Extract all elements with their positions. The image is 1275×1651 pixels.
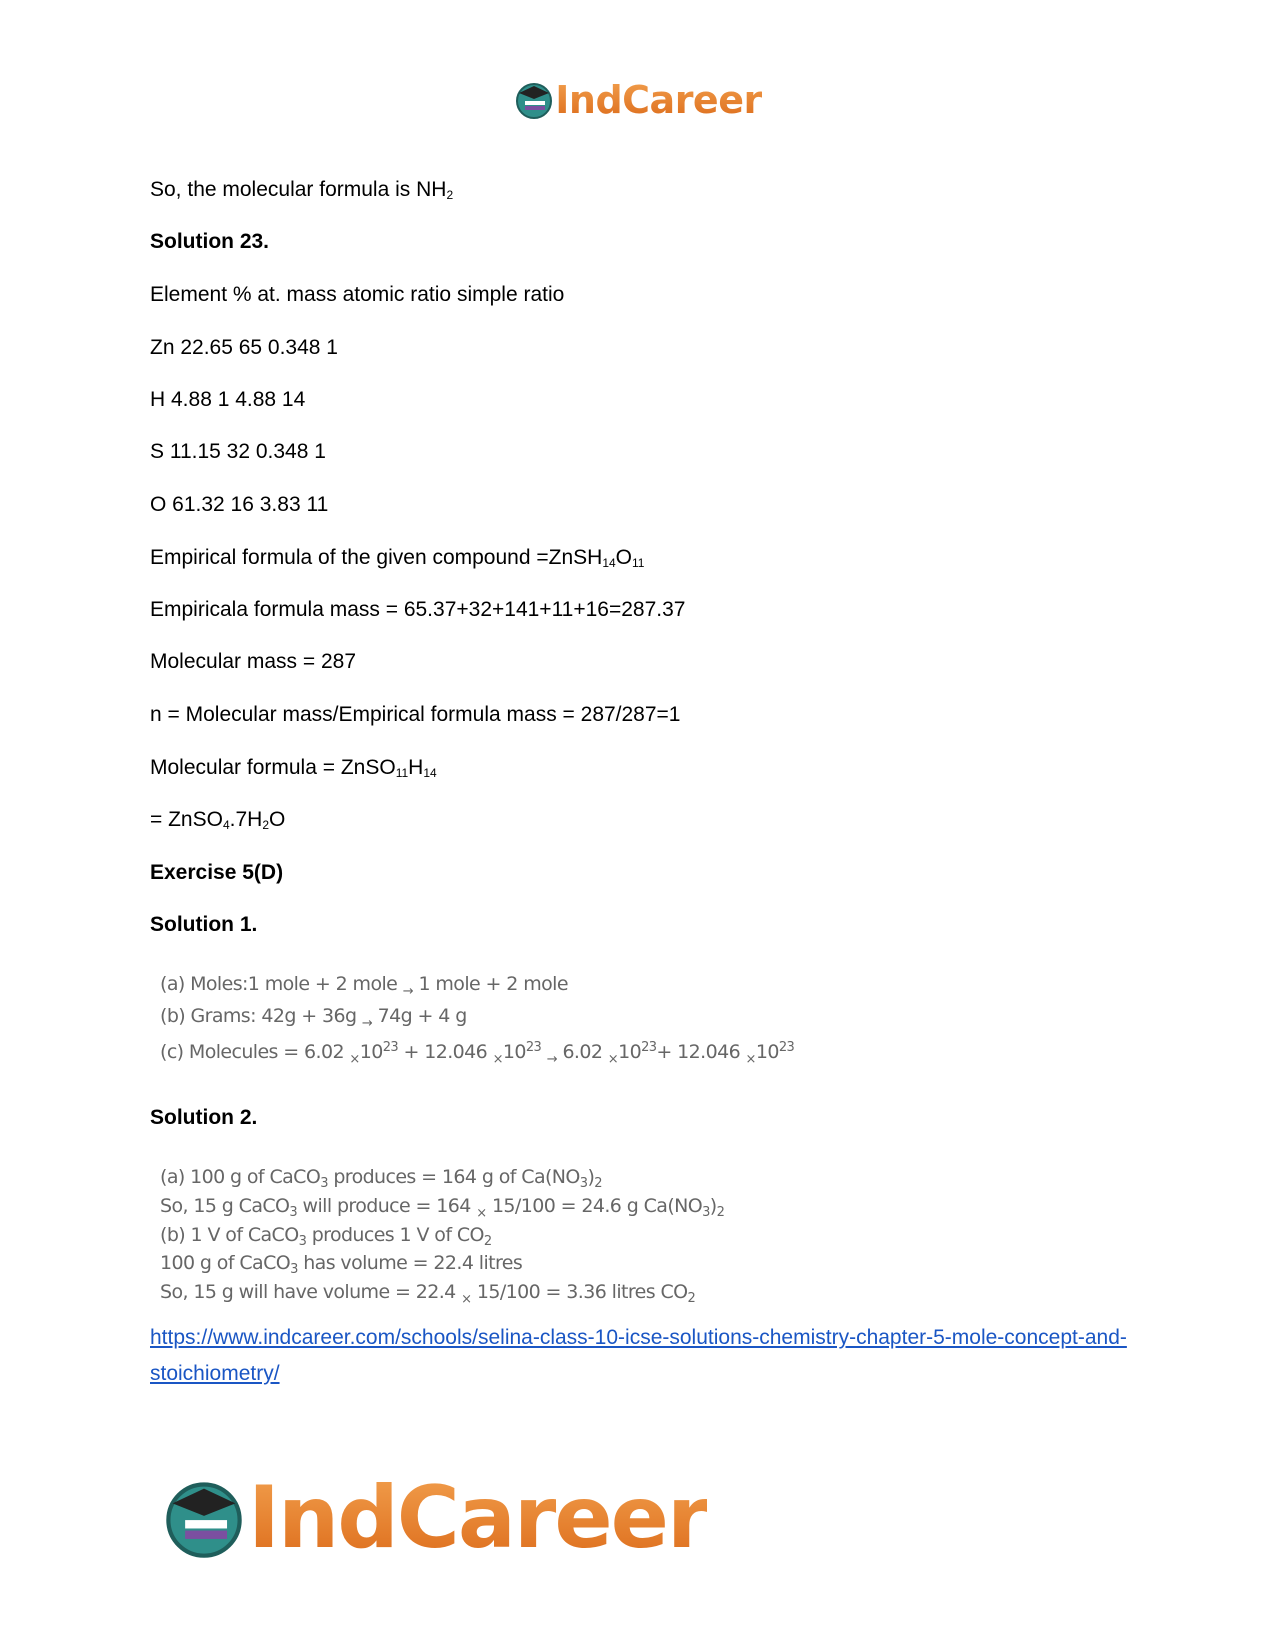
solution-1-line-a: (a) Moles:1 mole + 2 mole $_\to$ 1 mole + 2 mole: [160, 973, 568, 999]
empirical-mass-line: Empiricala formula mass = 65.37+32+141+11+16=287.37: [150, 598, 686, 621]
header-logo-text: IndCareer: [555, 78, 762, 122]
graduation-globe-icon: [160, 1474, 248, 1562]
row-s: S 11.15 32 0.348 1: [150, 440, 326, 463]
empirical-formula-line: Empirical formula of the given compound $=ZnSH_{14}O_{11}$: [150, 546, 645, 570]
solution-2-line-b2: 100 g of CaCO$_3$ has volume = 22.4 litres: [160, 1252, 523, 1277]
footer-logo: [160, 1468, 707, 1568]
graduation-globe-icon: [513, 79, 555, 121]
intro-line: So, the molecular formula is $NH_2$: [150, 178, 454, 202]
final-formula-line: = $ZnSO_4.7H_2O$: [150, 808, 286, 832]
row-zn: Zn 22.65 65 0.348 1: [150, 336, 338, 359]
exercise-heading: Exercise 5(D): [150, 861, 284, 884]
molecular-formula-line: Molecular formula = $ZnSO_{11}H_{14}$: [150, 756, 437, 780]
header-logo: [0, 78, 1275, 122]
solution-2-heading: Solution 2.: [150, 1106, 258, 1129]
n-line: n = Molecular mass/Empirical formula mass = 287/287=1: [150, 703, 681, 726]
solution-2-line-b3: So, 15 g will have volume = 22.4 $_\times$ 15/100 = 3.36 litres $CO_2$: [160, 1281, 696, 1307]
solution-2-line-b1: (b) 1 V of CaCO$_3$ produces 1 V of $CO_2$: [160, 1224, 492, 1249]
molecular-mass-line: Molecular mass = 287: [150, 650, 357, 673]
source-link[interactable]: https://www.indcareer.com/schools/selina-class-10-icse-solutions-chemistry-chapter-5-mole-concept-and-stoichiometry/: [150, 1326, 1127, 1385]
solution-1-line-c: (c) Molecules = 6.02 $_\times 10^{23} + 12.046$ $_\times 10^{23}$ $_\to$ 6.02 $_\times 10^{23}+ 12.046$ $_\times 10^{23}$: [160, 1040, 795, 1067]
solution-2-line-a2: So, 15 g CaCO$_3$ will produce = 164 $_\times$ 15/100 = 24.6 g $Ca(NO_3)_2$: [160, 1195, 725, 1221]
solution-1-heading: Solution 1.: [150, 913, 258, 936]
footer-logo-text: IndCareer: [248, 1468, 708, 1568]
row-h: H 4.88 1 4.88 14: [150, 388, 306, 411]
row-o: O 61.32 16 3.83 11: [150, 493, 329, 516]
solution-1-line-b: (b) Grams: 42g + 36g $_\to$ 74g + 4 g: [160, 1005, 467, 1031]
solution-2-line-a1: (a) 100 g of CaCO$_3$ produces = 164 g of $Ca(NO_3)_2$: [160, 1166, 602, 1191]
table-header: Element % at. mass atomic ratio simple ratio: [150, 283, 565, 306]
solution-23-heading: Solution 23.: [150, 230, 270, 253]
